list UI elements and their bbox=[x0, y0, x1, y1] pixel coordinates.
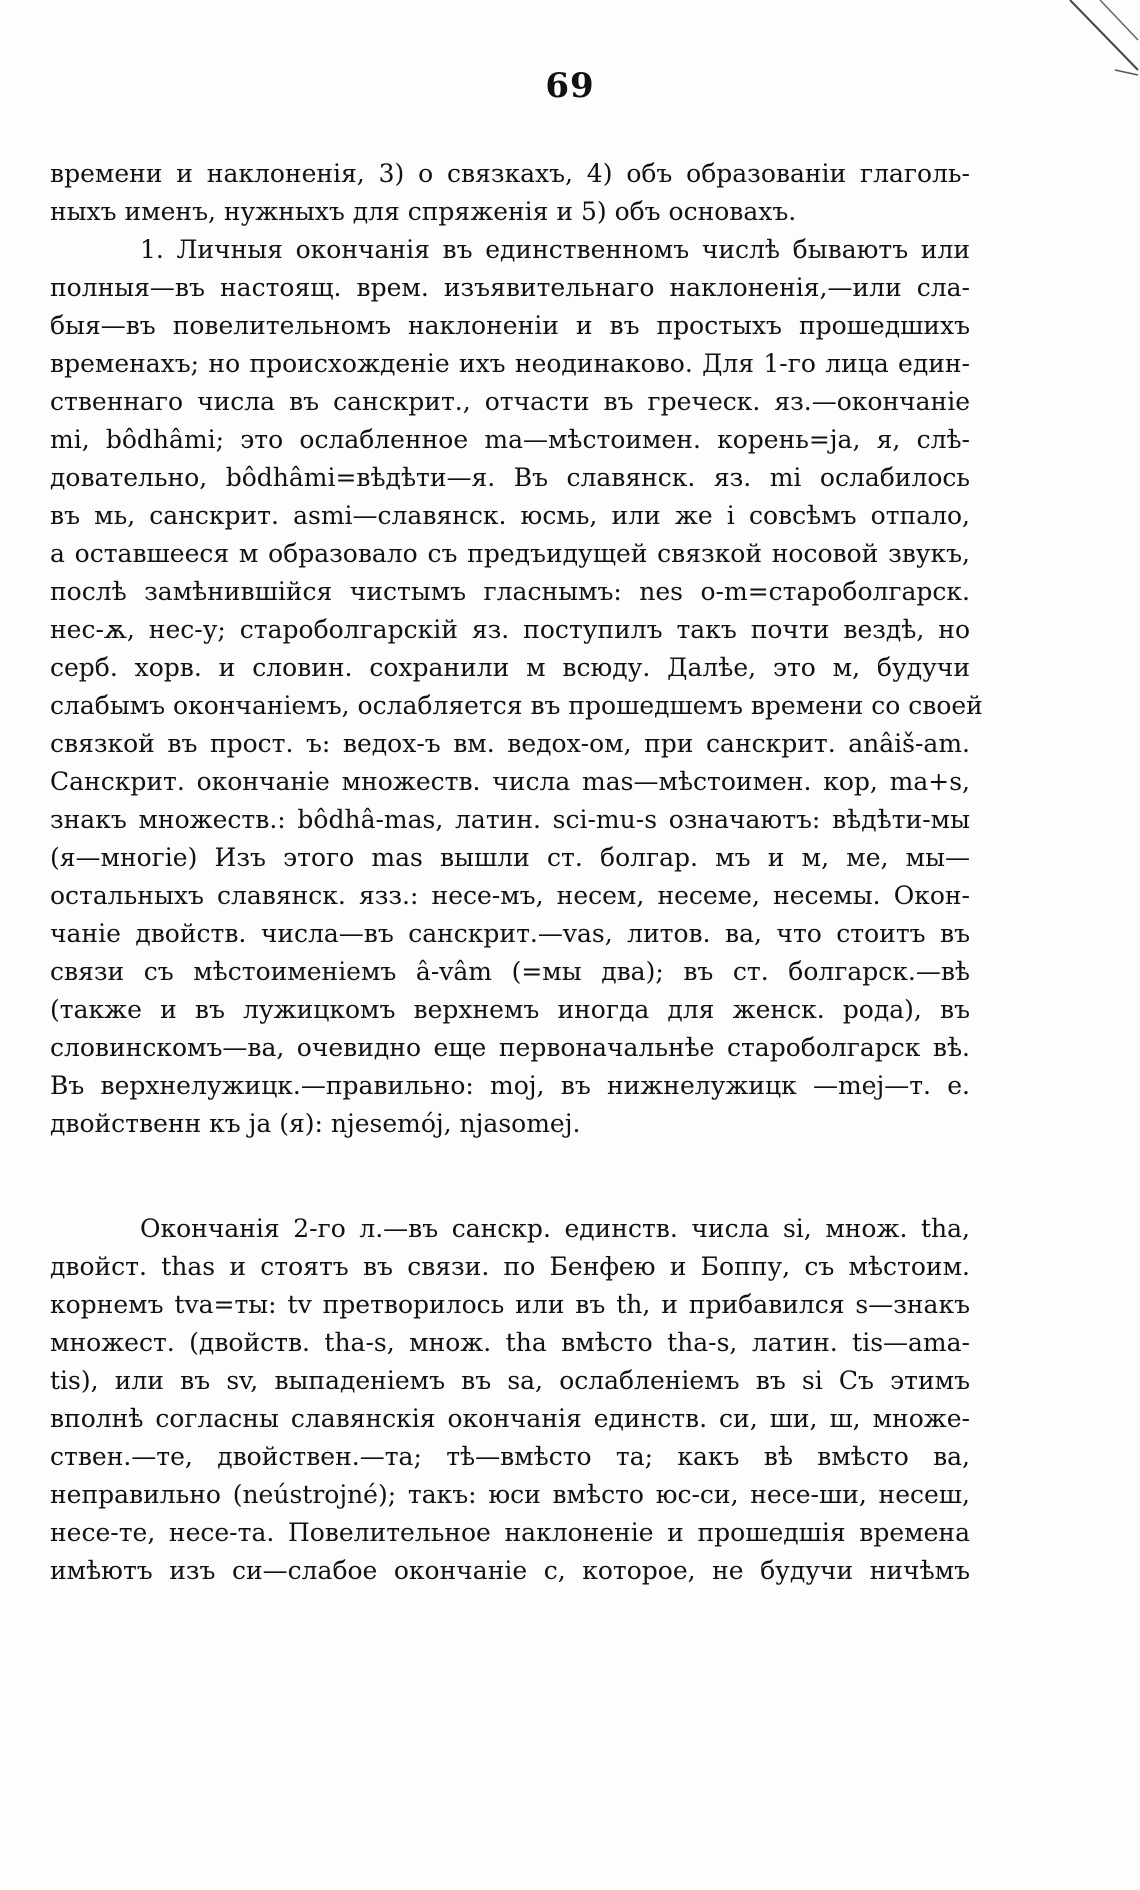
text-line: несе-те, несе-та. Повелительное наклоненіе и прошедшія времена bbox=[50, 1518, 970, 1547]
text-line: имѣютъ изъ си—слабое окончаніе с, которое, не будучи ничѣмъ bbox=[50, 1556, 970, 1585]
text-line: Въ верхнелужицк.—правильно: moj, въ нижнелужицк —mej—т. е. bbox=[50, 1071, 970, 1100]
text-line: ственнаго числа въ санскрит., отчасти въ греческ. яз.—окончаніе bbox=[50, 387, 970, 416]
text-line: связкой въ прост. ъ: ведох-ъ вм. ведох-ом, при санскрит. anâiš-am. bbox=[50, 729, 970, 758]
text-line: множест. (двойств. tha-s, множ. tha вмѣсто tha-s, латин. tis—ama- bbox=[50, 1328, 970, 1357]
text-line: двойст. thas и стоятъ въ связи. по Бенфею и Боппу, съ мѣстоим. bbox=[50, 1252, 970, 1281]
text-line: послѣ замѣнившійся чистымъ гласнымъ: nes o-m=староболгарск. bbox=[50, 577, 970, 606]
text-line: связи съ мѣстоименіемъ â-vâm (=мы два); въ ст. болгарск.—вѣ bbox=[50, 957, 970, 986]
text-line: Окончанія 2-го л.—въ санскр. единств. числа si, множ. tha, bbox=[140, 1214, 970, 1243]
text-line: 1. Личныя окончанія въ единственномъ числѣ бываютъ или bbox=[140, 235, 970, 264]
text-line: ствен.—те, двойствен.—та; тѣ—вмѣсто та; какъ вѣ вмѣсто ва, bbox=[50, 1442, 970, 1471]
text-block-upper bbox=[50, 155, 983, 1143]
text-line: временахъ; но происхожденіе ихъ неодинаково. Для 1-го лица един- bbox=[50, 349, 970, 378]
text-line: неправильно (neústrojné); такъ: юси вмѣсто юс-си, несе-ши, несеш, bbox=[50, 1480, 970, 1509]
text-line: полныя—въ настоящ. врем. изъявительнаго наклоненія,—или сла- bbox=[50, 273, 970, 302]
text-line: остальныхъ славянск. язз.: несе-мъ, несем, несеме, несемы. Окон- bbox=[50, 881, 970, 910]
text-line: tis), или въ sv, выпаденіемъ въ sa, ослабленіемъ въ si Съ этимъ bbox=[50, 1366, 970, 1395]
text-line: довательно, bôdhâmi=вѣдѣти—я. Въ славянск. яз. mi ослабилось bbox=[50, 463, 970, 492]
text-line: словинскомъ—ва, очевидно еще первоначальнѣе староболгарск вѣ. bbox=[50, 1033, 970, 1062]
text-line: (также и въ лужицкомъ верхнемъ иногда для женск. рода), въ bbox=[50, 995, 970, 1024]
text-line: въ мь, санскрит. asmi—славянск. юсмь, или же i совсѣмъ отпало, bbox=[50, 501, 970, 530]
text-line: быя—въ повелительномъ наклоненіи и въ простыхъ прошедшихъ bbox=[50, 311, 970, 340]
text-line: а оставшееся м образовало съ предъидущей связкой носовой звукъ, bbox=[50, 539, 970, 568]
text-line: знакъ множеств.: bôdhâ-mas, латин. sci-mu-s означаютъ: вѣдѣти-мы bbox=[50, 805, 970, 834]
text-line: слабымъ окончаніемъ, ослабляется въ прошедшемъ времени со своей bbox=[50, 691, 983, 720]
text-line: вполнѣ согласны славянскія окончанія единств. си, ши, ш, множе- bbox=[50, 1404, 970, 1433]
text-line: двойственн къ ja (я): njesemój, njasomej. bbox=[50, 1109, 581, 1138]
text-line: чаніе двойств. числа—въ санскрит.—vas, литов. ва, что стоитъ въ bbox=[50, 919, 970, 948]
text-line: mi, bôdhâmi; это ослабленное ma—мѣстоимен. корень=ja, я, слѣ- bbox=[50, 425, 970, 454]
page-number: 69 bbox=[545, 66, 595, 106]
text-line: ныхъ именъ, нужныхъ для спряженія и 5) объ основахъ. bbox=[50, 197, 797, 226]
text-line: времени и наклоненія, 3) о связкахъ, 4) объ образованіи глаголь- bbox=[50, 159, 970, 188]
text-line: нес-ѫ, нес-у; староболгарскій яз. поступилъ такъ почти вездѣ, но bbox=[50, 615, 970, 644]
text-block-lower bbox=[50, 1210, 970, 1590]
text-line: серб. хорв. и словин. сохранили м всюду. Далѣе, это м, будучи bbox=[50, 653, 970, 682]
text-line: корнемъ tva=ты: tv претворилось или въ th, и прибавился s—знакъ bbox=[50, 1290, 970, 1319]
text-line: (я—многіе) Изъ этого mas вышли ст. болгар. мъ и м, ме, мы— bbox=[50, 843, 970, 872]
text-line: Санскрит. окончаніе множеств. числа mas—мѣстоимен. кор, ma+s, bbox=[50, 767, 970, 796]
